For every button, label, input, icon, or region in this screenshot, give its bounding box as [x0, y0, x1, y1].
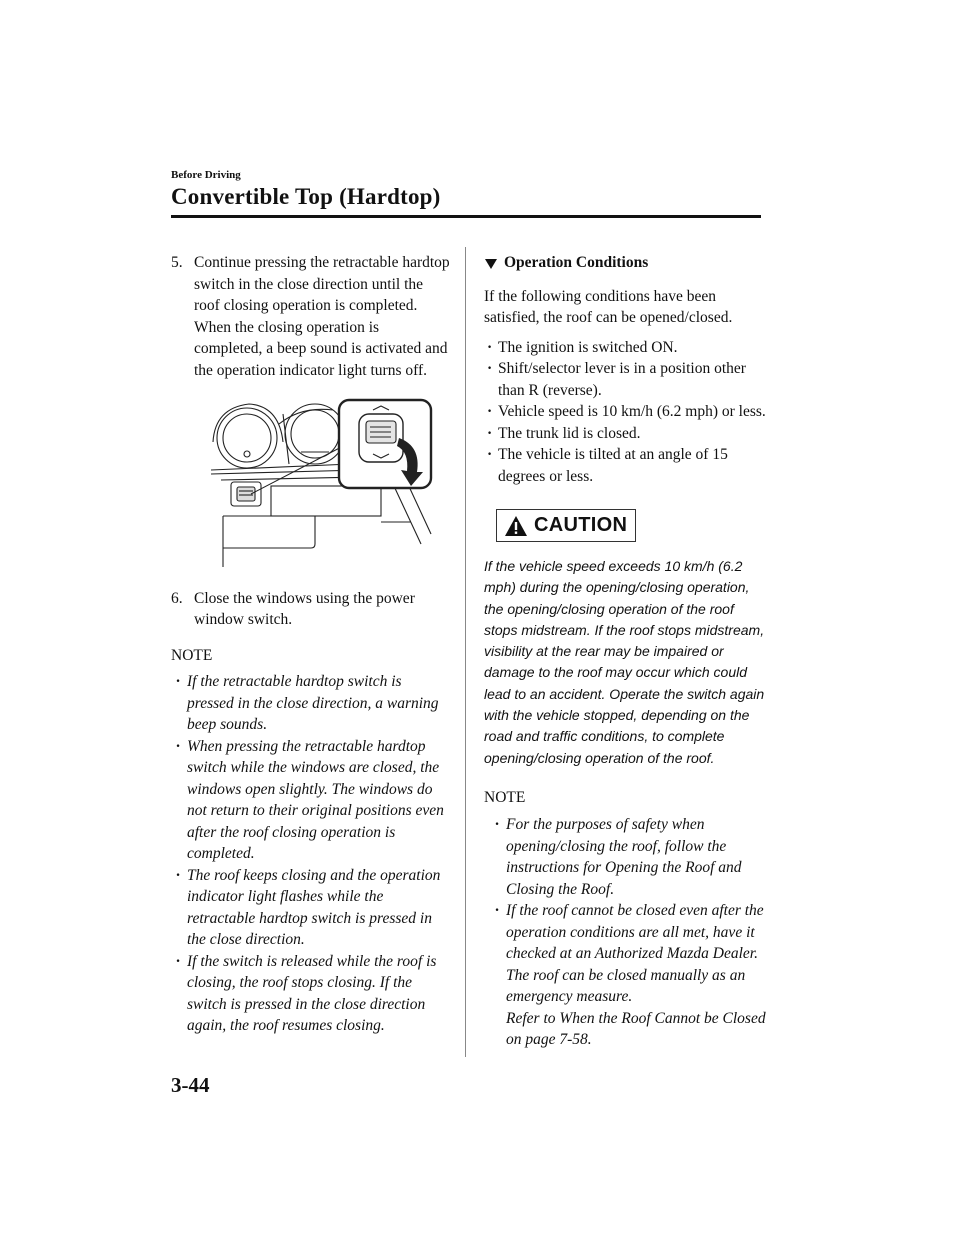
note-line: · If the roof cannot be closed even after the operation conditions are all met, have it checked at an Authorized Mazda Dealer. [506, 902, 764, 963]
page-number: 3-44 [171, 1073, 210, 1097]
note-list [173, 671, 451, 1037]
note-item: · When pressing the retractable hardtop switch while the windows are closed, the windows open slightly. The windows do not return to their original positions even after the roof closing operation is completed. [173, 736, 451, 865]
note-line: Refer to When the Roof Cannot be Closed on page 7-58. [506, 1009, 766, 1049]
caution-text: If the vehicle speed exceeds 10 km/h (6.2 mph) during the opening/closing operation, the opening/closing operation of the roof stops midstream. If the roof stops midstream, visibility at the rear may be impaired or damage to the roof may occur which could lead to an accident. Operate the switch again with the vehicle stopped, depending on the road and traffic conditions, to complete opening/closing operation of the roof. [484, 558, 765, 766]
note-heading: NOTE [484, 788, 526, 806]
condition-item: · Vehicle speed is 10 km/h (6.2 mph) or less. [484, 401, 766, 423]
warning-triangle-icon [504, 515, 528, 537]
note-item: · For the purposes of safety when opening/closing the roof, follow the instructions for Opening the Roof and Closing the Roof. [492, 814, 766, 900]
title-rule [171, 215, 761, 218]
note-heading: NOTE [171, 646, 213, 664]
column-divider [465, 247, 466, 1057]
step-number: 5. [171, 254, 183, 271]
conditions-list [484, 337, 766, 488]
caution-label-box [496, 509, 636, 542]
left-column [171, 252, 451, 1037]
page-title: Convertible Top (Hardtop) [171, 184, 441, 209]
operation-conditions-heading [484, 252, 766, 274]
caution-label: CAUTION [534, 513, 628, 536]
step-5 [171, 252, 451, 381]
condition-item: · The vehicle is tilted at an angle of 15 degrees or less. [484, 444, 766, 487]
condition-item: · The trunk lid is closed. [484, 423, 766, 445]
step-number: 6. [171, 589, 183, 607]
condition-item: · The ignition is switched ON. [484, 337, 766, 359]
step-text: Close the windows using the power window switch. [194, 589, 415, 628]
step-text: Continue pressing the retractable hardtop switch in the close direction until the roof closing operation is completed. When the closing operation is completed, a beep sound is activated and the operation indicator light turns off. [194, 254, 450, 379]
note-list [492, 814, 766, 1051]
heading-text: Operation Conditions [504, 254, 649, 271]
note-item: · The roof keeps closing and the operation indicator light flashes while the retractable hardtop switch is pressed in the close direction. [173, 865, 451, 951]
right-column [484, 252, 766, 1051]
step-6 [171, 588, 451, 631]
note-item: · If the switch is released while the roof is closing, the roof stops closing. If the switch is pressed in the close direction again, the roof resumes closing. [173, 951, 451, 1037]
note-item: · If the retractable hardtop switch is pressed in the close direction, a warning beep sounds. [173, 671, 451, 736]
dashboard-switch-illustration [211, 394, 436, 567]
down-triangle-icon [484, 256, 498, 270]
conditions-intro: If the following conditions have been satisfied, the roof can be opened/closed. [484, 287, 733, 326]
note-item [492, 900, 766, 1051]
section-label: Before Driving [171, 169, 241, 181]
note-line: The roof can be closed manually as an emergency measure. [506, 966, 746, 1006]
condition-item: · Shift/selector lever is in a position other than R (reverse). [484, 358, 766, 401]
